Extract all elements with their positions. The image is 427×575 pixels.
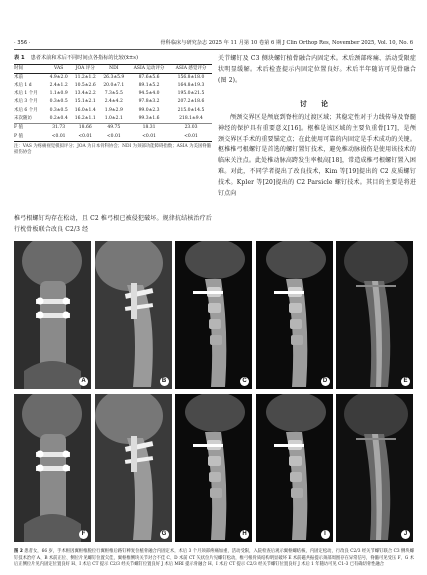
table-cell: 94.5±4.0	[138, 91, 160, 97]
panel-label: D	[321, 377, 330, 386]
table-header-cell: 时间	[14, 65, 46, 74]
table-1	[14, 54, 212, 157]
panel-label: J	[401, 530, 410, 539]
table-header-cell: ASIA 运动评分	[128, 65, 170, 74]
panel-label: E	[401, 377, 410, 386]
table-cell: 87.6±5.6	[138, 74, 160, 80]
row-label: 术前	[14, 74, 23, 80]
panel-label: F	[79, 530, 88, 539]
table-cell: 16.2±1.1	[74, 115, 96, 121]
figure-panel	[256, 241, 333, 389]
table-header-row	[14, 65, 212, 74]
panel-label: H	[240, 530, 249, 539]
table-cell: 195.0±21.5	[177, 91, 205, 97]
table-row	[14, 124, 212, 133]
table-row	[14, 73, 212, 82]
figure-panel	[95, 241, 172, 389]
table-title	[14, 54, 212, 62]
panel-label: C	[240, 377, 249, 386]
radiograph-image	[336, 241, 413, 389]
row-label: 术后 3 个月	[14, 99, 38, 105]
figure-panel	[175, 241, 252, 389]
table-cell: 31.73	[46, 124, 71, 133]
table-cell: 26.3±5.9	[103, 74, 125, 80]
figure-2-grid	[14, 241, 414, 546]
table-label: 表 1	[14, 55, 25, 61]
running-header	[14, 39, 413, 50]
table-cell: 1.1±0.9	[49, 91, 68, 97]
figure-panel	[336, 394, 413, 542]
radiograph-image	[175, 241, 252, 389]
table-cell: <0.01	[46, 133, 71, 142]
radiograph-image	[256, 394, 333, 542]
table-cell: 215.0±14.5	[177, 107, 205, 113]
panel-label: B	[160, 377, 169, 386]
panel-label: A	[79, 377, 88, 386]
caption-label: 图 2	[14, 549, 23, 554]
table-cell: 97.8±3.2	[138, 99, 160, 105]
radiograph-image	[14, 241, 91, 389]
row-label: 末次随访	[14, 115, 32, 121]
table-header-cell: ASIA 感觉评分	[170, 65, 212, 74]
radiograph-image	[256, 241, 333, 389]
table-header-cell: VAS	[46, 65, 71, 74]
table-cell: <0.01	[170, 133, 212, 142]
table-cell: 49.75	[100, 124, 129, 133]
table-row	[14, 90, 212, 98]
table-cell: 0.2±0.4	[49, 115, 68, 121]
radiograph-image	[95, 241, 172, 389]
radiograph-image	[336, 394, 413, 542]
table-row	[14, 133, 212, 142]
page-number: · 356 ·	[14, 40, 31, 46]
table-title-text: 患者术前和术后不同时间点各指标的比较(x̄±s)	[30, 55, 138, 61]
table-cell: 10.5±2.6	[74, 82, 96, 88]
table-cell: 89.1±5.2	[138, 82, 160, 88]
body-text-left: 椎弓根螺钉均存在松动，且 C2 椎弓根已被侵犯破坏。规律抗结核治疗后行枕骨板联合改良 C2/3 经	[14, 215, 212, 233]
table-cell: <0.01	[128, 133, 170, 142]
body-text-right-2: 颅颈交界区是颅底到脊柱的过渡区域；其稳定性对于力线传导及脊髓神经的保护具有重要意义[16]。枢椎是该区域的主要负重骨[17]，是颅颈交界区手术的重要锚定点；在此使用可靠的内固定是手术成功的关键。枢椎椎弓根螺钉是首选的螺钉置钉技术，避免椎动脉损伤是使用该技术的临床关注点。此处椎动脉高跨发生率极高[18]，常造成椎弓根螺钉置入困难。对此，不同学者提出了改良技术，Kim 等[19]提出的 C2 皮质螺钉技术。Kpler 等[20]提出的 C2 Parsicle 螺钉技术。其目的主要是将进钉点向	[218, 114, 416, 197]
table-row	[14, 98, 212, 106]
table-cell: 7.3±5.5	[104, 91, 123, 97]
table-header-cell: NDI	[100, 65, 129, 74]
table-cell: 218.1±9.4	[179, 115, 203, 121]
figure-caption	[14, 549, 414, 569]
table-row	[14, 82, 212, 90]
table-row	[14, 107, 212, 115]
table-header-cell: JOA 评分	[71, 65, 100, 74]
row-label: 术后 1 d	[14, 82, 32, 88]
table-cell: <0.01	[100, 133, 129, 142]
table-cell: 164.8±19.3	[177, 82, 205, 88]
table-cell: 99.3±1.6	[138, 115, 160, 121]
figure-panel	[14, 394, 91, 542]
table-cell: 1.9±2.9	[104, 107, 123, 113]
table-cell: 16.0±1.4	[74, 107, 96, 113]
table-cell: 99.0±2.3	[138, 107, 160, 113]
figure-panel	[14, 241, 91, 389]
table-cell: 18.31	[128, 124, 170, 133]
radiograph-image	[175, 394, 252, 542]
table-cell: 4.9±2.0	[49, 74, 68, 80]
table-cell: 23.03	[170, 124, 212, 133]
table-cell: 2.4±1.2	[49, 82, 68, 88]
table-cell: 2.4±4.2	[104, 99, 123, 105]
figure-panel	[256, 394, 333, 542]
table-cell: 20.0±7.1	[103, 82, 125, 88]
row-label: P 值	[14, 133, 46, 142]
row-label: F 值	[14, 124, 46, 133]
table-cell: 0.3±0.5	[49, 107, 68, 113]
table-cell: 207.2±18.6	[177, 99, 205, 105]
panel-label: G	[160, 530, 169, 539]
section-heading: 讨 论	[300, 100, 334, 108]
table-row	[14, 115, 212, 124]
journal-citation: 骨科临床与研究杂志 2025 年 11 月第 10 卷第 6 期 J Clin Orthop Res, November 2025, Vol. 10, No. 6	[160, 40, 413, 46]
radiograph-image	[14, 394, 91, 542]
panel-label: I	[321, 530, 330, 539]
indicator-table	[14, 64, 212, 142]
row-label: 术后 1 个月	[14, 91, 38, 97]
table-cell: 11.2±1.2	[74, 74, 96, 80]
table-cell: 15.1±2.1	[74, 99, 96, 105]
table-cell: 13.4±2.2	[74, 91, 96, 97]
figure-panel	[95, 394, 172, 542]
table-cell: 0.3±0.5	[49, 99, 68, 105]
table-note: 注：VAS 为疼痛视觉模拟评分；JOA 为日本骨科协会；NDI 为颈部功能障碍指数；ASIA 为美国脊髓损伤协会	[14, 143, 212, 156]
caption-text: 患者女，66 岁，手术枢因翼枢椎脱位行翼枢椎后路钉棒复位植骨融合内固定术，术后 3 个月颈部疼痛加重，活动受限，入院检查后观示翼枢螺结核，内固定松动，行改良 C2/3 经关节螺钉联合 C3 侧块螺钉技术治疗 A、B 术前正位、侧位片见螺钉位置欠佳，翼枢椎侧块关节对合不佳 C、D 术前 CT 矢状位片见螺钉松动，椎弓根骨质结构明显破坏 E 术前磁共振提示颈部周围存在异常信号，脊髓可见受压 F、G 术后正侧位片见内固定位置良好 H、I 术后 CT 提示 C2/3 经关节螺钉位置良好 J 术后 MRI 提示骨融合 H、I 术后 CT 提示 C2/3 经关节螺钉位置良好 J 术后 1 年随访可见 C1-3 已有确切骨性融合	[14, 549, 414, 568]
radiograph-image	[95, 394, 172, 542]
table-cell: <0.01	[71, 133, 100, 142]
table-cell: 1.0±2.1	[104, 115, 123, 121]
row-label: 术后 6 个月	[14, 107, 38, 113]
figure-panel	[336, 241, 413, 389]
figure-panel	[175, 394, 252, 542]
body-text-right-1: 关节螺钉及 C3 侧块螺钉植骨融合内固定术。术后颈部疼痛、活动受限症状明显缓解。术后检查提示内固定位置良好。术后半年随访可见骨融合(图 2)。	[218, 55, 416, 84]
table-cell: 156.8±18.0	[177, 74, 205, 80]
table-cell: 18.66	[71, 124, 100, 133]
